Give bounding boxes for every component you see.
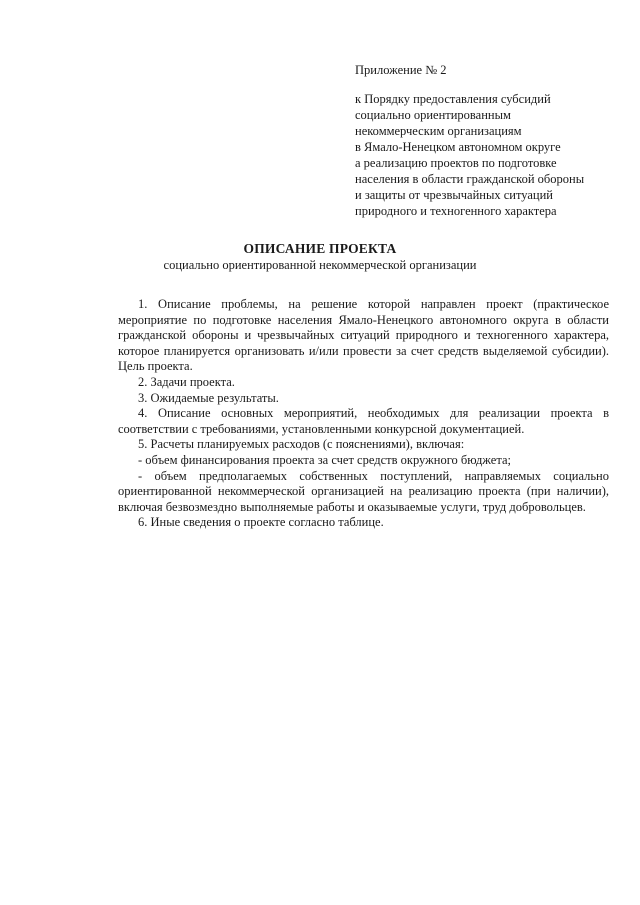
paragraph-tasks: 2. Задачи проекта. [138,374,235,389]
document-body [118,297,609,531]
paragraph-own-funding: - объем предполагаемых собственных поступлений, направляемых социально ориентированной некоммерческой организацией на реализацию проекта (при наличии), включая безвозмездно выполняемые работы и оказываемые услуги, труд добровольцев. [118,468,609,514]
paragraph-budget-funding: - объем финансирования проекта за счет средств окружного бюджета; [138,452,511,467]
appendix-line: населения в области гражданской обороны [355,172,585,186]
document-subtitle: социально ориентированной некоммерческой организации [163,258,477,272]
appendix-block [355,62,615,219]
paragraph-other-info: 6. Иные сведения о проекте согласно таблице. [138,515,384,530]
appendix-line: некоммерческим организациям [355,124,522,138]
appendix-title: Приложение № 2 [355,63,447,77]
paragraph-results: 3. Ожидаемые результаты. [138,390,279,405]
paragraph-problem: 1. Описание проблемы, на решение которой направлен проект (практическое мероприятие по подготовке населения Ямало-Ненецкого автономного округа в области гражданской обороны и чрезвычайных ситуаций природного и техногенного характера, которое планируется организовать и/или провести за счет средств выделяемой субсидии). Цель проекта. [118,297,609,374]
appendix-line: в Ямало-Ненецком автономном округе [355,140,561,154]
appendix-line: а реализацию проектов по подготовке [355,156,557,170]
paragraph-activities: 4. Описание основных мероприятий, необходимых для реализации проекта в соответствии с требованиями, установленными конкурсной документацией. [118,406,609,436]
document-title: ОПИСАНИЕ ПРОЕКТА [243,241,397,256]
paragraph-expenses: 5. Расчеты планируемых расходов (с пояснениями), включая: [138,437,465,452]
document-heading [0,240,640,274]
appendix-line: к Порядку предоставления субсидий [355,92,551,106]
appendix-line: социально ориентированным [355,108,511,122]
appendix-line: и защиты от чрезвычайных ситуаций [355,188,553,202]
appendix-line: природного и техногенного характера [355,204,557,218]
